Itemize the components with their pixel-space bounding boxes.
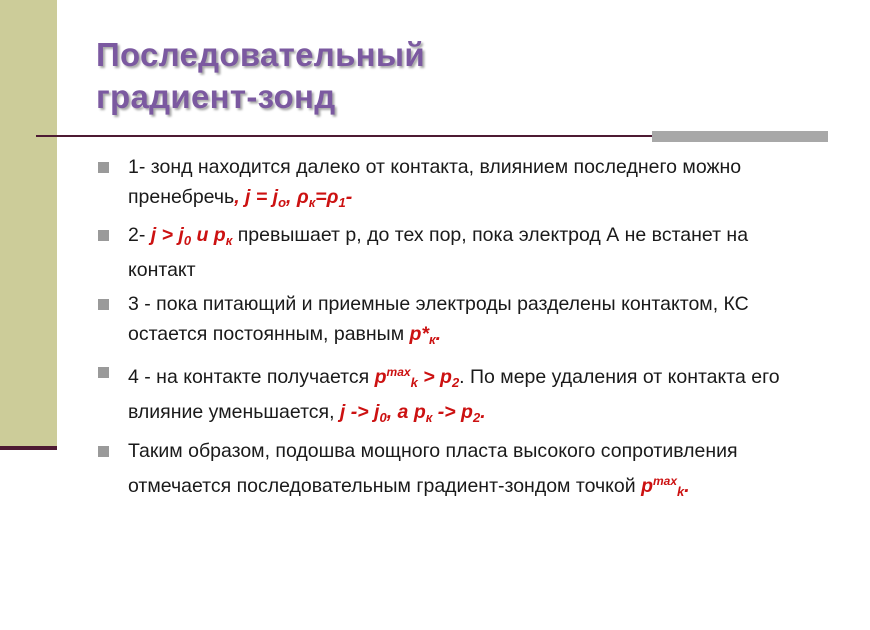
formula: $j -> j_0$, а $p_к -> p_2$.: [339, 401, 486, 426]
formula: $p^{max}_k$.: [641, 473, 690, 499]
square-bullet-icon: [98, 446, 109, 457]
item-text: . По мере удаления от контакта его влияние уменьшается,: [128, 366, 780, 424]
square-bullet-icon: [98, 299, 109, 310]
square-bullet-icon: [98, 367, 109, 378]
formula: $p^{max}_k > p_2$: [374, 365, 460, 391]
square-bullet-icon: [98, 230, 109, 241]
bullet-list: [98, 153, 818, 510]
formula: $p*_к$.: [409, 322, 442, 347]
left-bar-divider: [0, 446, 57, 450]
title-line-2: градиент-зонд: [96, 78, 336, 115]
list-item: [98, 290, 818, 354]
list-item: [98, 153, 818, 217]
item-text: превышает p, до тех пор, пока электрод А не встанет на контакт: [128, 224, 749, 282]
list-item: [98, 358, 818, 432]
left-accent-bar: [0, 0, 57, 450]
list-item: [98, 221, 818, 285]
slide-title: [96, 34, 425, 118]
item-text: 3 - пока питающий и приемные электроды разделены контактом, КС остается постоянным, равным: [128, 292, 749, 345]
item-text: 2-: [128, 224, 151, 247]
square-bullet-icon: [98, 162, 109, 173]
formula: , $j = j_о$, $\rho_к=\rho_1-$: [234, 185, 353, 210]
item-text: 1- зонд находится далеко от контакта, влиянием последнего можно пренебречь: [128, 156, 742, 208]
formula: $j > j_0$ и $p_к$: [150, 224, 233, 249]
item-text: Таким образом, подошва мощного пласта высокого сопротивления отмечается последовательным градиент-зондом точкой: [128, 439, 738, 497]
item-text: 4 - на контакте получается: [128, 366, 375, 389]
title-line-1: Последовательный: [96, 36, 425, 73]
title-rule-accent: [652, 131, 828, 142]
list-item: [98, 437, 818, 506]
